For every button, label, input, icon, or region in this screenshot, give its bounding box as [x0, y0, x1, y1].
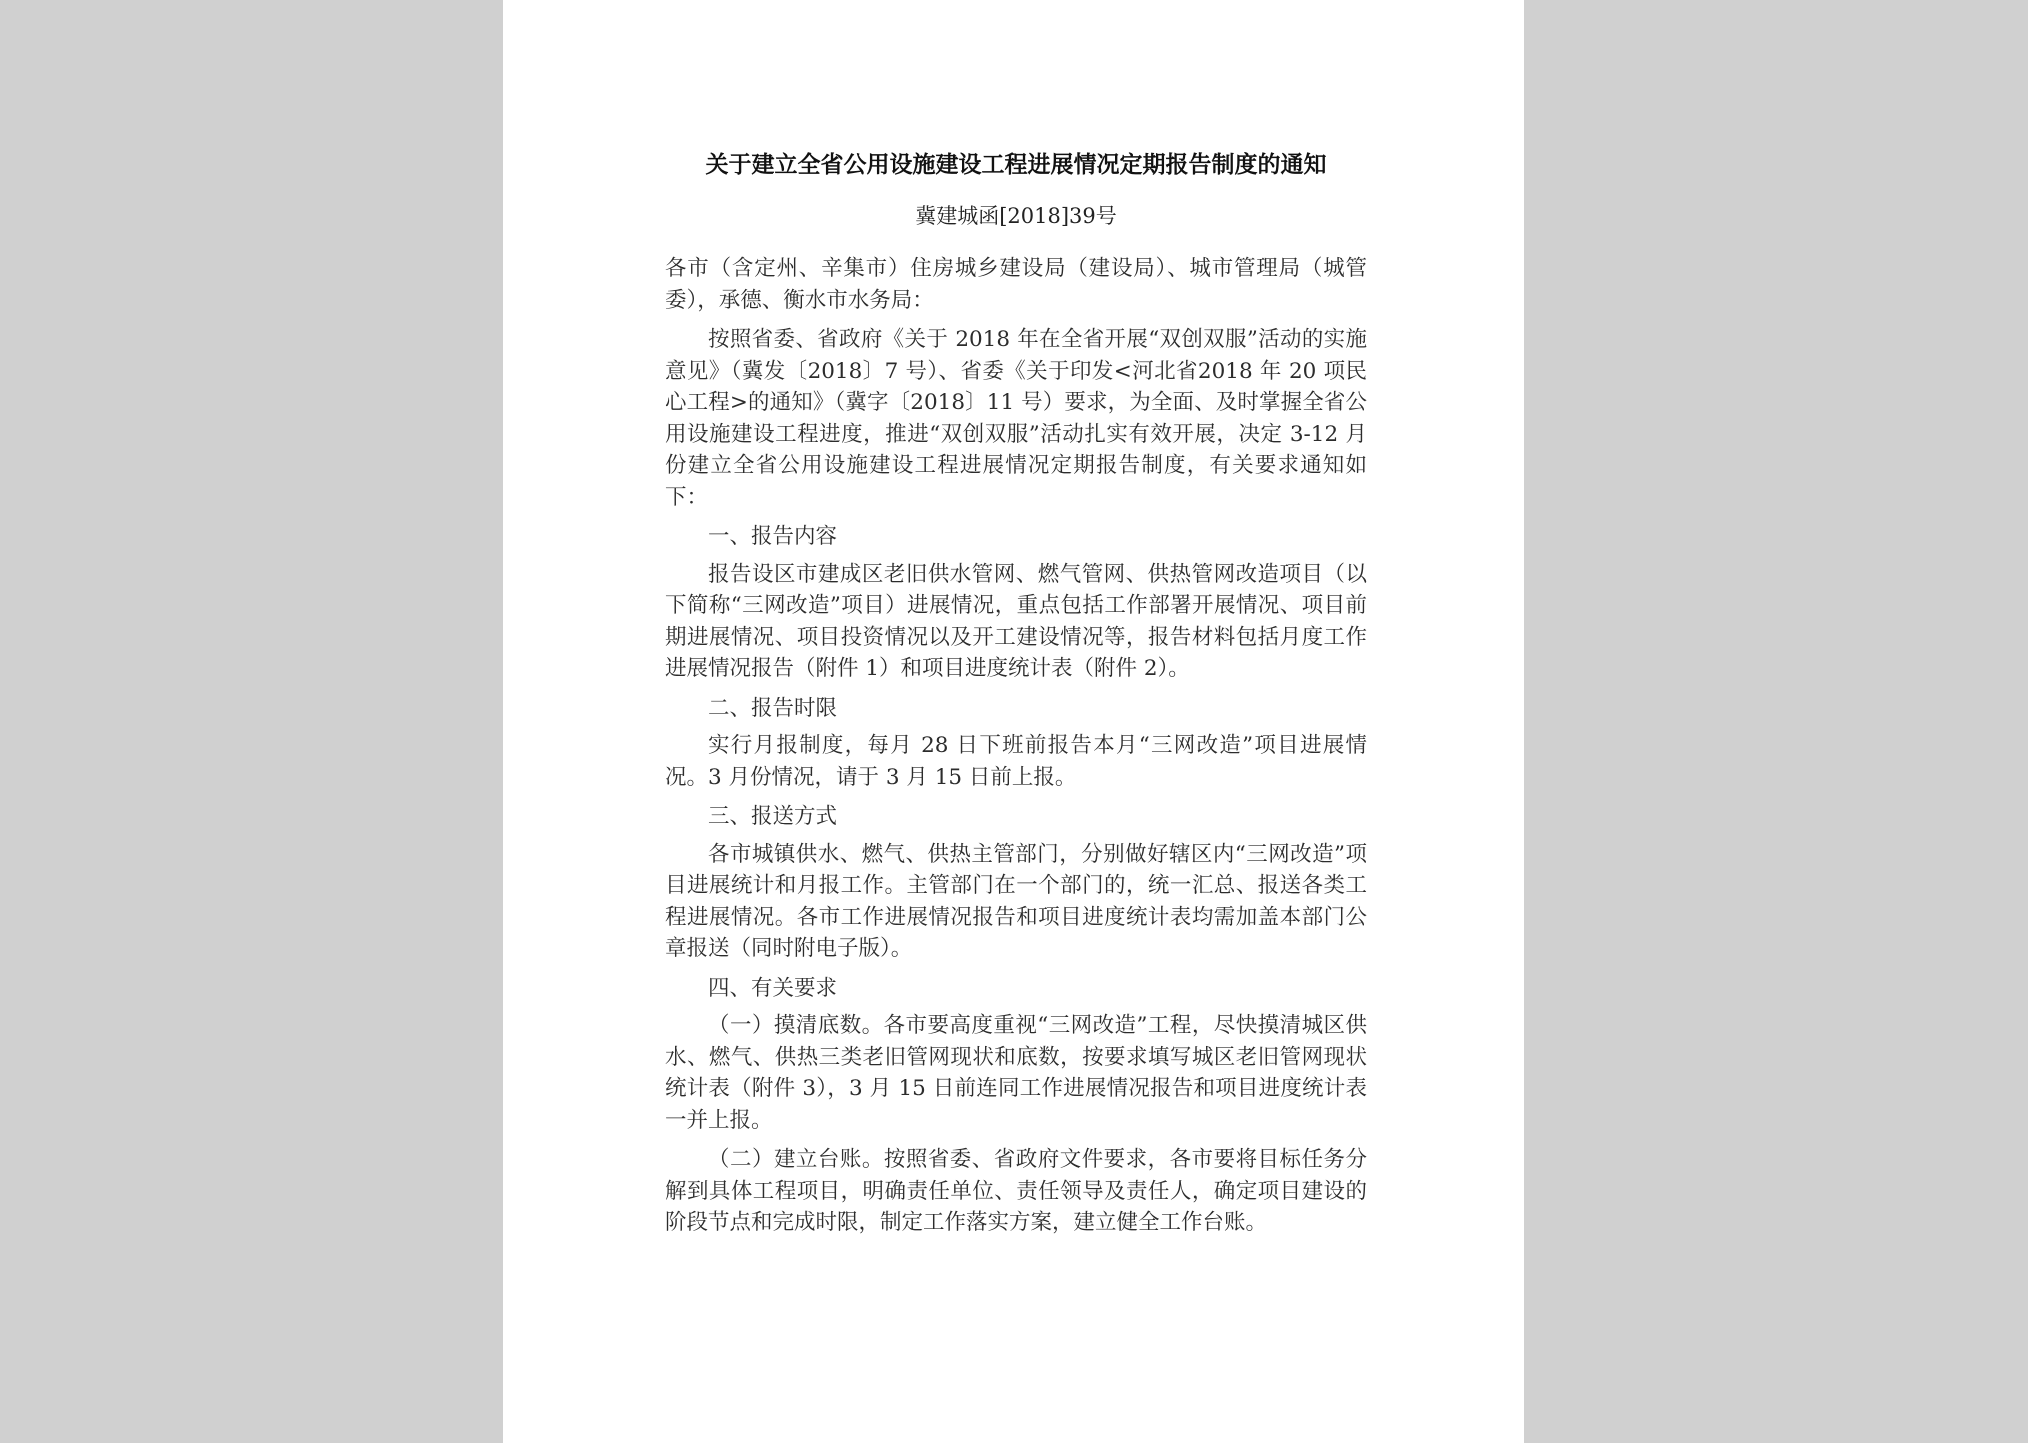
addressee-paragraph: 各市（含定州、辛集市）住房城乡建设局（建设局）、城市管理局（城管委），承德、衡水市水务局：: [665, 256, 1367, 313]
section-heading-report-deadline: 二、报告时限: [708, 695, 838, 721]
section-heading-submission-method: 三、报送方式: [708, 804, 838, 829]
section-heading-requirements: 四、有关要求: [708, 975, 838, 1001]
document-body: [665, 150, 1367, 1247]
section-body-report-deadline: 实行月报制度，每月 28 日下班前报告本月“三网改造”项目进展情况。3 月份情况，请于 3 月 15 日前上报。: [665, 733, 1367, 790]
document-page: [503, 0, 1524, 1443]
document-title: 关于建立全省公用设施建设工程进展情况定期报告制度的通知: [705, 151, 1327, 178]
requirement-item-2: （二）建立台账。按照省委、省政府文件要求，各市要将目标任务分解到具体工程项目，明确责任单位、责任领导及责任人，确定项目建设的阶段节点和完成时限，制定工作落实方案，建立健全工作台账。: [665, 1147, 1367, 1235]
section-body-report-content: 报告设区市建成区老旧供水管网、燃气管网、供热管网改造项目（以下简称“三网改造”项目）进展情况，重点包括工作部署开展情况、项目前期进展情况、项目投资情况以及开工建设情况等，报告材料包括月度工作进展情况报告（附件 1）和项目进度统计表（附件 2）。: [665, 561, 1367, 681]
section-heading-report-content: 一、报告内容: [708, 524, 838, 549]
requirement-item-1: （一）摸清底数。各市要高度重视“三网改造”工程，尽快摸清城区供水、燃气、供热三类老旧管网现状和底数，按要求填写城区老旧管网现状统计表（附件 3），3 月 15 日前连同工作进展情况报告和项目进度统计表一并上报。: [665, 1013, 1367, 1133]
section-body-submission-method: 各市城镇供水、燃气、供热主管部门，分别做好辖区内“三网改造”项目进展统计和月报工作。主管部门在一个部门的，统一汇总、报送各类工程进展情况。各市工作进展情况报告和项目进度统计表均需加盖本部门公章报送（同时附电子版）。: [665, 841, 1367, 961]
document-number: 冀建城函[2018]39号: [915, 204, 1117, 228]
intro-paragraph: 按照省委、省政府《关于 2018 年在全省开展“双创双服”活动的实施意见》（冀发〔2018〕7 号）、省委《关于印发<河北省2018 年 20 项民心工程>的通知》（冀字〔2018〕11 号）要求，为全面、及时掌握全省公用设施建设工程进度，推进“双创双服”活动扎实有效开展，决定 3-12 月份建立全省公用设施建设工程进展情况定期报告制度，有关要求通知如下：: [665, 327, 1367, 510]
